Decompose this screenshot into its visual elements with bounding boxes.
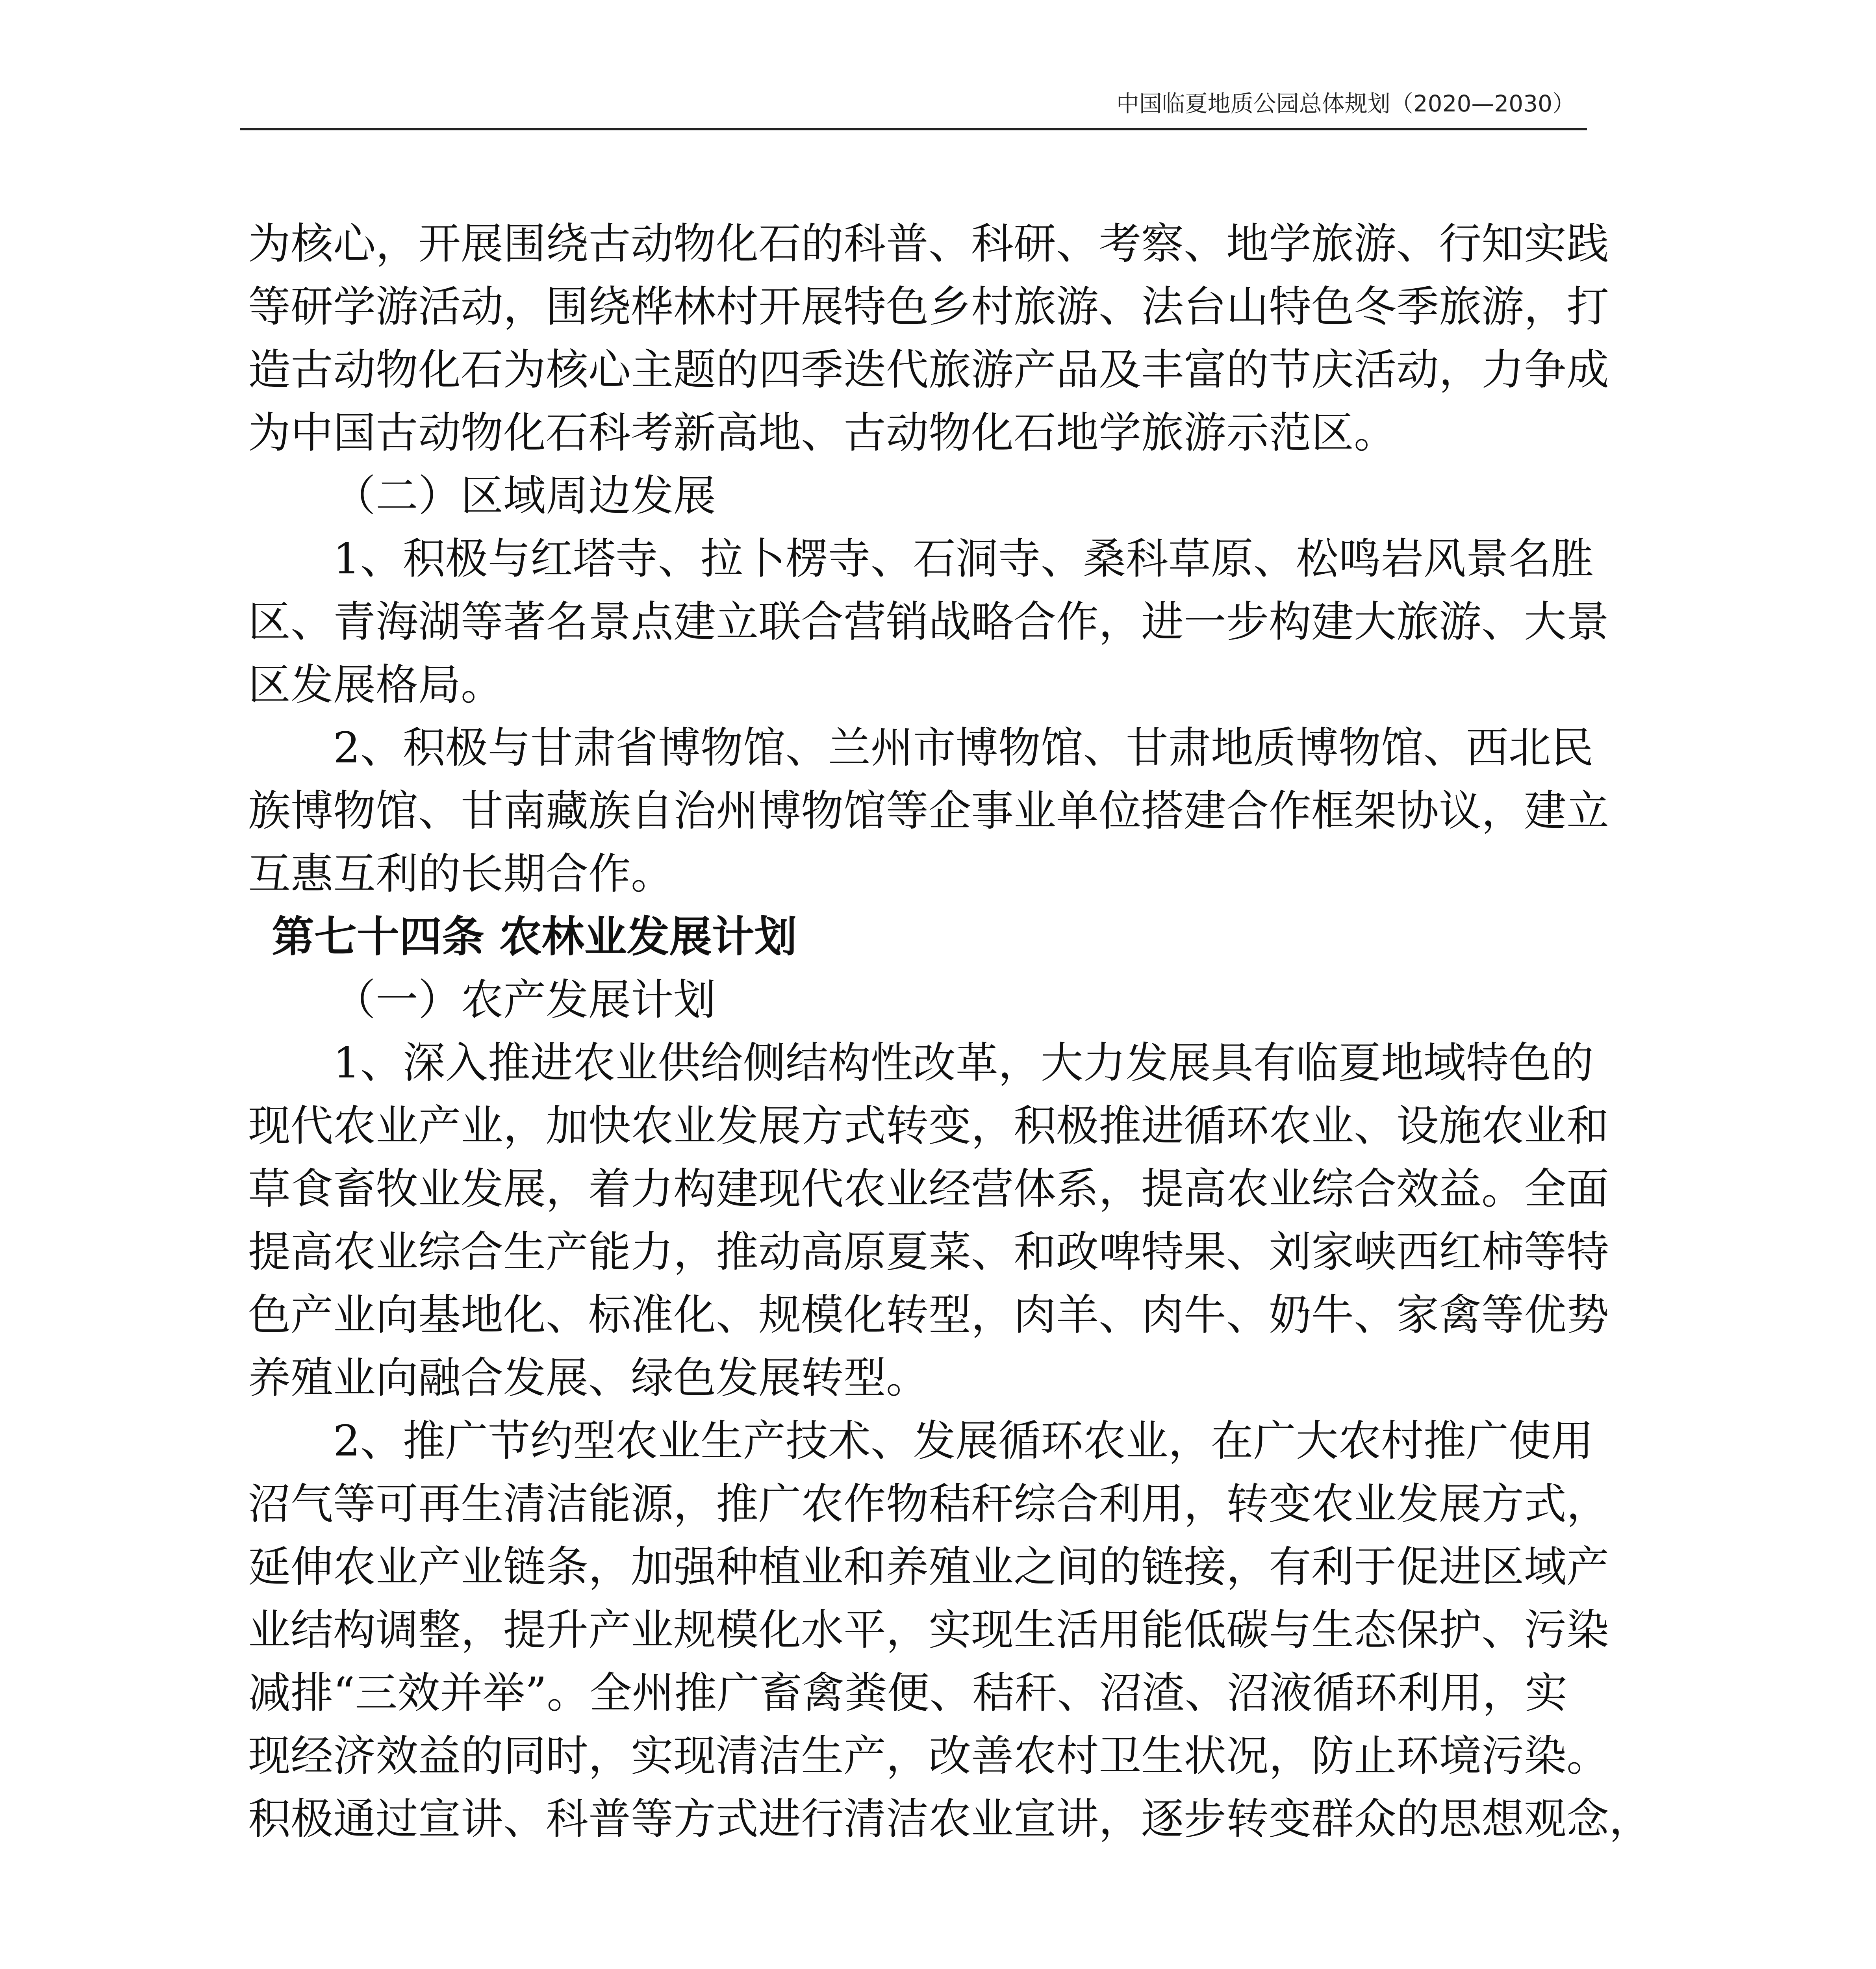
paragraph-line: 等研学游活动，围绕桦林村开展特色乡村旅游、法台山特色冬季旅游，打 (248, 282, 1609, 332)
paragraph-line: 1、积极与红塔寺、拉卜楞寺、石洞寺、桑科草原、松鸣岩风景名胜 (333, 534, 1594, 584)
page-header (240, 81, 1587, 130)
paragraph-line: 族博物馆、甘南藏族自治州博物馆等企事业单位搭建合作框架协议，建立 (248, 786, 1609, 836)
paragraph-line: 造古动物化石为核心主题的四季迭代旅游产品及丰富的节庆活动，力争成 (248, 345, 1609, 395)
paragraph-line: 2、积极与甘肃省博物馆、兰州市博物馆、甘肃地质博物馆、西北民 (333, 723, 1594, 773)
paragraph-line: 养殖业向融合发展、绿色发展转型。 (248, 1353, 929, 1403)
paragraph-line: 色产业向基地化、标准化、规模化转型，肉羊、肉牛、奶牛、家禽等优势 (248, 1290, 1609, 1340)
paragraph-line: 为中国古动物化石科考新高地、古动物化石地学旅游示范区。 (248, 408, 1397, 458)
paragraph-line: 业结构调整，提升产业规模化水平，实现生活用能低碳与生态保护、污染 (248, 1606, 1609, 1655)
paragraph-line: 1、深入推进农业供给侧结构性改革，大力发展具有临夏地域特色的 (333, 1038, 1594, 1088)
paragraph-line: 区发展格局。 (248, 660, 504, 710)
subsection-heading: （二）区域周边发展 (333, 471, 716, 521)
body-text (248, 213, 1652, 1851)
paragraph-line: 现代农业产业，加快农业发展方式转变，积极推进循环农业、设施农业和 (248, 1101, 1609, 1151)
paragraph-line: 延伸农业产业链条，加强种植业和养殖业之间的链接，有利于促进区域产 (248, 1543, 1609, 1592)
paragraph-line: 减排“三效并举”。全州推广畜禽粪便、秸秆、沼渣、沼液循环利用，实 (248, 1669, 1568, 1718)
header-title: 中国临夏地质公园总体规划（2020—2030） (1116, 90, 1575, 117)
paragraph-line: 草食畜牧业发展，着力构建现代农业经营体系，提高农业综合效益。全面 (248, 1164, 1609, 1214)
paragraph-line: 区、青海湖等著名景点建立联合营销战略合作，进一步构建大旅游、大景 (248, 597, 1609, 647)
paragraph-line: 2、推广节约型农业生产技术、发展循环农业，在广大农村推广使用 (333, 1416, 1594, 1466)
subsection-heading: （一）农产发展计划 (333, 975, 716, 1025)
article-heading: 第七十四条 农林业发展计划 (272, 912, 797, 962)
paragraph-line: 为核心，开展围绕古动物化石的科普、科研、考察、地学旅游、行知实践 (248, 219, 1609, 269)
paragraph-line: 沼气等可再生清洁能源，推广农作物秸秆综合利用，转变农业发展方式， (248, 1480, 1609, 1529)
paragraph-line: 积极通过宣讲、科普等方式进行清洁农业宣讲，逐步转变群众的思想观念， (248, 1795, 1652, 1844)
paragraph-line: 提高农业综合生产能力，推动高原夏菜、和政啤特果、刘家峡西红柿等特 (248, 1227, 1609, 1277)
paragraph-line: 互惠互利的长期合作。 (248, 849, 674, 899)
paragraph-line: 现经济效益的同时，实现清洁生产，改善农村卫生状况，防止环境污染。 (248, 1732, 1609, 1781)
